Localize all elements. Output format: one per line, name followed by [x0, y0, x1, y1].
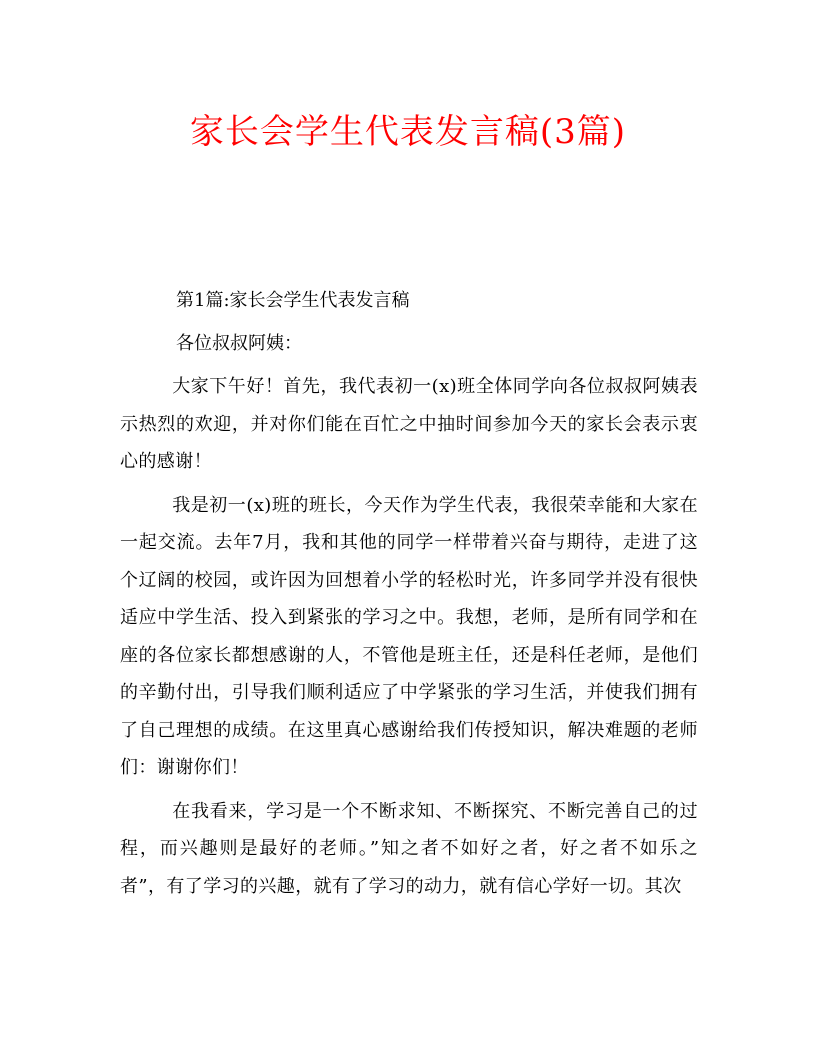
paragraph: 我是初一(x)班的班长，今天作为学生代表，我很荣幸能和大家在一起交流。去年7月，我和其他的同学一样带着兴奋与期待，走进了这个辽阔的校园，或许因为回想着小学的轻松时光，许多同学并没有很快适应中学生活、投入到紧张的学习之中。我想，老师，是所有同学和在座的各位家长都想感谢的人，不管他是班主任，还是科任老师，是他们的辛勤付出，引导我们顺利适应了中学紧张的学习生活，并使我们拥有了自己理想的成绩。在这里真心感谢给我们传授知识，解决难题的老师们：谢谢你们！ — [120, 494, 698, 778]
paragraph: 在我看来，学习是一个不断求知、不断探究、不断完善自己的过程，而兴趣则是最好的老师。”知之者不如好之者，好之者不如乐之者”，有了学习的兴趣，就有了学习的动力，就有信心学好一切。其次 — [120, 800, 698, 897]
paragraph: 大家下午好！首先，我代表初一(x)班全体同学向各位叔叔阿姨表示热烈的欢迎，并对你们能在百忙之中抽时间参加今天的家长会表示衷心的感谢！ — [120, 376, 698, 472]
document-title: 家长会学生代表发言稿(3篇) — [189, 112, 627, 152]
section-heading: 第1篇:家长会学生代表发言稿 — [176, 290, 410, 311]
salutation: 各位叔叔阿姨： — [176, 333, 302, 354]
document-body — [120, 282, 698, 911]
